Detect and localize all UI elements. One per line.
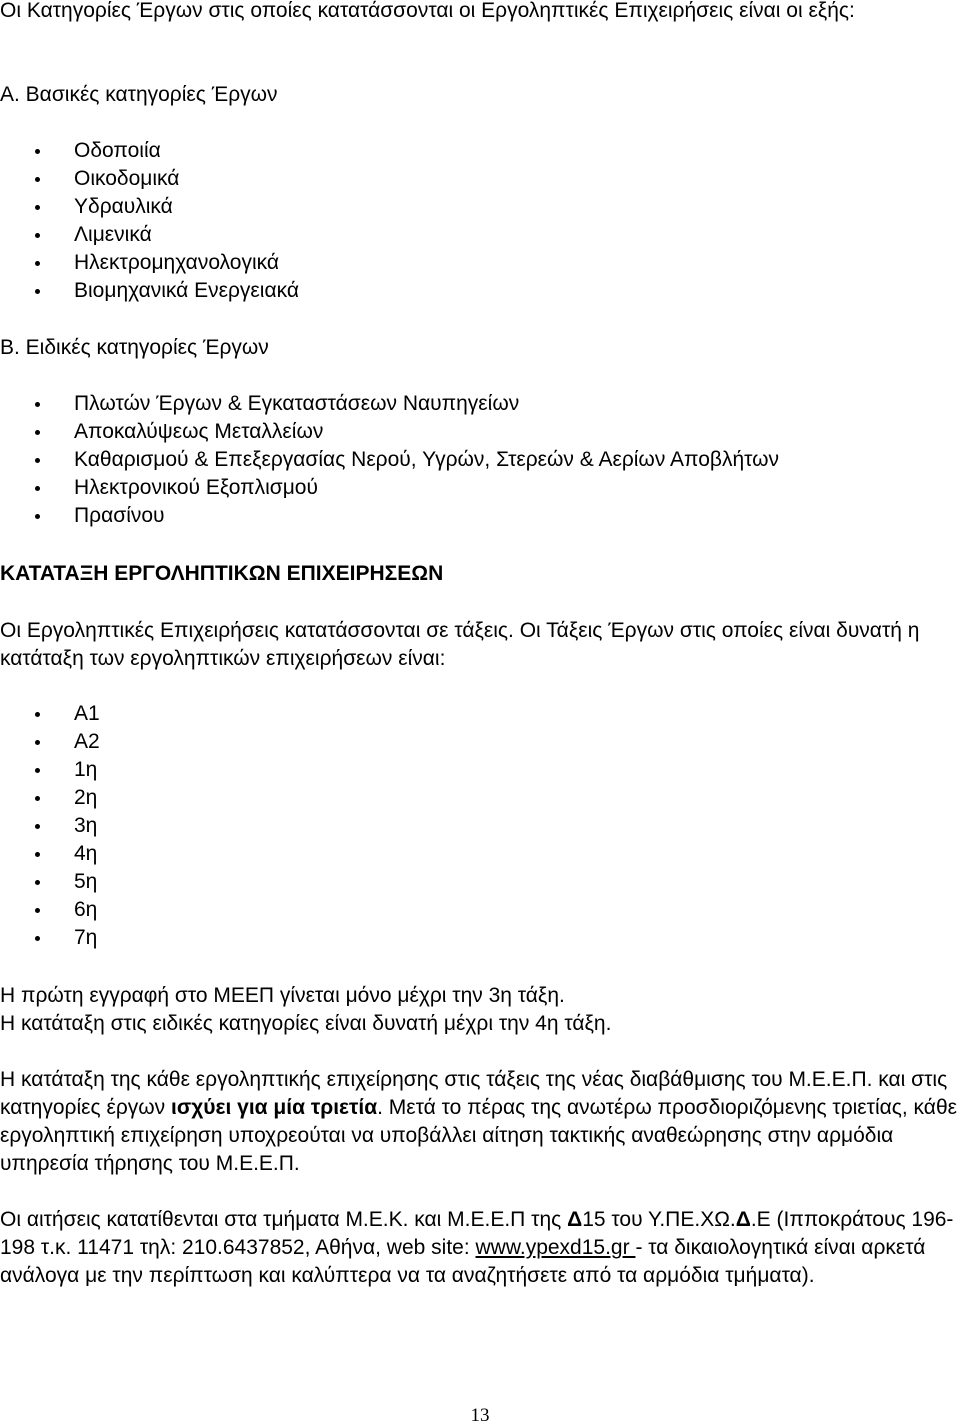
list-item: Πλωτών Έργων & Εγκαταστάσεων Ναυπηγείων: [0, 390, 779, 418]
list-item: Α1: [0, 700, 100, 728]
website-link[interactable]: www.ypexd15.gr: [475, 1236, 636, 1259]
validity-paragraph: [0, 1066, 958, 1178]
list-item: 2η: [0, 784, 100, 812]
list-item: Ηλεκτρονικού Εξοπλισμού: [0, 474, 779, 502]
list-item: Βιομηχανικά Ενεργειακά: [0, 277, 299, 305]
list-item: 1η: [0, 756, 100, 784]
list-item: 4η: [0, 840, 100, 868]
section-a-heading: Α. Βασικές κατηγορίες Έργων: [0, 83, 278, 106]
section-b-list: [0, 390, 779, 530]
list-item: Υδραυλικά: [0, 193, 299, 221]
applications-paragraph: [0, 1206, 958, 1290]
list-item: 3η: [0, 812, 100, 840]
applications-text: .Ε (Ιπποκράτους 196-198 τ.κ. 11471 τηλ: 210.6437852, Αθήνα, web site:: [0, 1208, 954, 1259]
applications-bold: Δ: [567, 1208, 583, 1231]
list-item: Οδοποιία: [0, 137, 299, 165]
intro-paragraph: Οι Κατηγορίες Έργων στις οποίες κατατάσσονται οι Εργοληπτικές Επιχειρήσεις είναι οι εξής:: [0, 0, 855, 22]
list-item: Λιμενικά: [0, 221, 299, 249]
list-item: Οικοδομικά: [0, 165, 299, 193]
section-a-list: [0, 137, 299, 305]
applications-text: - τα δικαιολογητικά είναι αρκετά ανάλογα με την περίπτωση και καλύπτερα να τα αναζητήσετε από τα αρμόδια τμήματα).: [0, 1236, 926, 1287]
list-item: 6η: [0, 896, 100, 924]
list-item: 7η: [0, 924, 100, 952]
validity-text: . Μετά το πέρας της ανωτέρω προσδιοριζόμενης τριετίας, κάθε εργοληπτική επιχείρηση υποχρεούται να υποβάλλει αίτηση τακτικής αναθεώρησης στην αρμόδια υπηρεσία τήρησης του Μ.Ε.Ε.Π.: [0, 1096, 957, 1175]
list-item: 5η: [0, 868, 100, 896]
validity-text: Η κατάταξη της κάθε εργοληπτικής επιχείρησης στις τάξεις της νέας διαβάθμισης του Μ.Ε.Ε.Π. και στις κατηγορίες έργων: [0, 1068, 948, 1119]
note-first-registration: Η πρώτη εγγραφή στο ΜΕΕΠ γίνεται μόνο μέχρι την 3η τάξη.: [0, 984, 565, 1007]
section-b-heading: Β. Ειδικές κατηγορίες Έργων: [0, 336, 269, 359]
applications-text: 15 του Υ.ΠΕ.ΧΩ.: [582, 1208, 736, 1231]
list-item: Α2: [0, 728, 100, 756]
classification-title: ΚΑΤΑΤΑΞΗ ΕΡΓΟΛΗΠΤΙΚΩΝ ΕΠΙΧΕΙΡΗΣΕΩΝ: [0, 562, 444, 585]
list-item: Πρασίνου: [0, 502, 779, 530]
list-item: Ηλεκτρομηχανολογικά: [0, 249, 299, 277]
page-number: 13: [470, 1405, 490, 1426]
validity-emphasis: ισχύει για μία τριετία: [171, 1096, 378, 1119]
note-special-categories: Η κατάταξη στις ειδικές κατηγορίες είναι δυνατή μέχρι την 4η τάξη.: [0, 1012, 612, 1035]
list-item: Καθαρισμού & Επεξεργασίας Νερού, Υγρών, Στερεών & Αερίων Αποβλήτων: [0, 446, 779, 474]
applications-bold: Δ: [735, 1208, 751, 1231]
classification-text: Οι Εργοληπτικές Επιχειρήσεις κατατάσσονται σε τάξεις. Οι Τάξεις Έργων στις οποίες είναι δυνατή η κατάταξη των εργοληπτικών επιχειρήσεων είναι:: [0, 619, 920, 670]
applications-text: Οι αιτήσεις κατατίθενται στα τμήματα Μ.Ε.Κ. και Μ.Ε.Ε.Π της: [0, 1208, 568, 1231]
classes-list: [0, 700, 100, 952]
list-item: Αποκαλύψεως Μεταλλείων: [0, 418, 779, 446]
